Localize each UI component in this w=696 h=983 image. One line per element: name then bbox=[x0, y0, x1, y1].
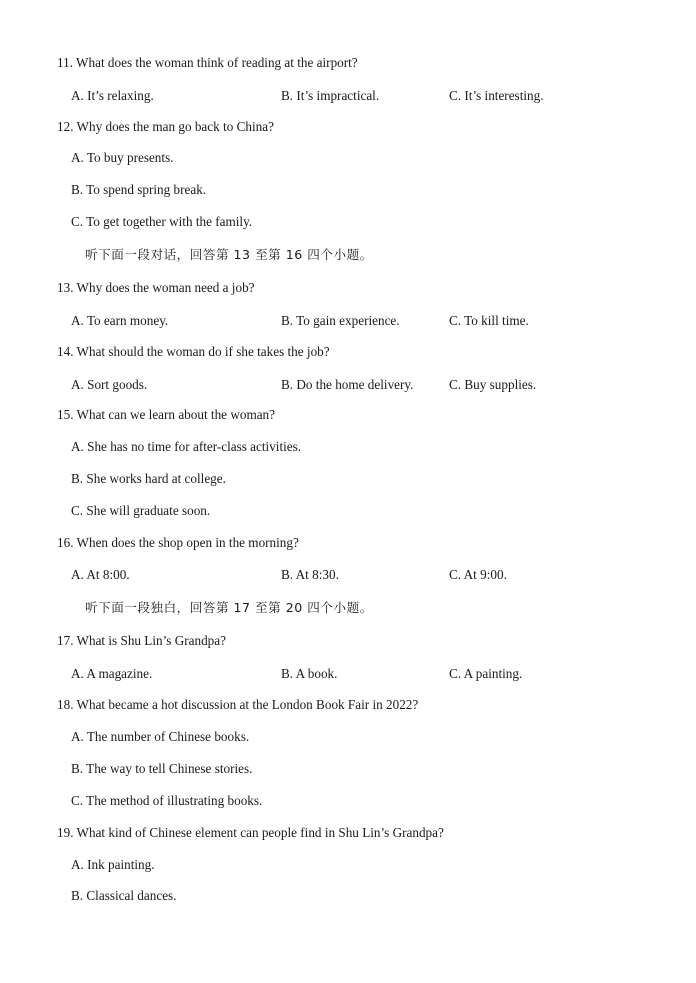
option-15b: B. She works hard at college. bbox=[71, 471, 226, 486]
section-instruction-2: 听下面一段独白，回答第 17 至第 20 四个小题。 bbox=[85, 600, 373, 615]
question-17: 17. What is Shu Lin’s Grandpa? bbox=[57, 633, 226, 648]
option-11b: B. It’s impractical. bbox=[281, 88, 380, 103]
option-15a: A. She has no time for after-class activities. bbox=[71, 439, 302, 454]
option-12b: B. To spend spring break. bbox=[71, 182, 207, 197]
option-12c: C. To get together with the family. bbox=[71, 214, 253, 229]
option-11c: C. It’s interesting. bbox=[449, 88, 544, 103]
option-12a: A. To buy presents. bbox=[71, 150, 174, 165]
option-14b: B. Do the home delivery. bbox=[281, 377, 414, 392]
question-15: 15. What can we learn about the woman? bbox=[57, 407, 275, 422]
option-19a: A. Ink painting. bbox=[71, 857, 155, 872]
question-13: 13. Why does the woman need a job? bbox=[57, 280, 255, 295]
option-11a: A. It’s relaxing. bbox=[71, 88, 154, 103]
option-17b: B. A book. bbox=[281, 666, 338, 681]
option-17c: C. A painting. bbox=[449, 666, 523, 681]
question-11: 11. What does the woman think of reading at the airport? bbox=[57, 55, 358, 70]
option-14a: A. Sort goods. bbox=[71, 377, 148, 392]
option-16c: C. At 9:00. bbox=[449, 567, 507, 582]
question-18: 18. What became a hot discussion at the London Book Fair in 2022? bbox=[57, 697, 419, 712]
option-18b: B. The way to tell Chinese stories. bbox=[71, 761, 253, 776]
option-18a: A. The number of Chinese books. bbox=[71, 729, 250, 744]
question-14: 14. What should the woman do if she takes the job? bbox=[57, 344, 330, 359]
question-16: 16. When does the shop open in the morning? bbox=[57, 535, 299, 550]
question-19: 19. What kind of Chinese element can people find in Shu Lin’s Grandpa? bbox=[57, 825, 444, 840]
option-15c: C. She will graduate soon. bbox=[71, 503, 211, 518]
option-16a: A. At 8:00. bbox=[71, 567, 130, 582]
option-13b: B. To gain experience. bbox=[281, 313, 400, 328]
option-19b: B. Classical dances. bbox=[71, 888, 177, 903]
option-18c: C. The method of illustrating books. bbox=[71, 793, 263, 808]
section-instruction-1: 听下面一段对话，回答第 13 至第 16 四个小题。 bbox=[85, 247, 373, 262]
option-13a: A. To earn money. bbox=[71, 313, 169, 328]
option-14c: C. Buy supplies. bbox=[449, 377, 537, 392]
option-16b: B. At 8:30. bbox=[281, 567, 339, 582]
question-12: 12. Why does the man go back to China? bbox=[57, 119, 274, 134]
option-13c: C. To kill time. bbox=[449, 313, 529, 328]
option-17a: A. A magazine. bbox=[71, 666, 153, 681]
